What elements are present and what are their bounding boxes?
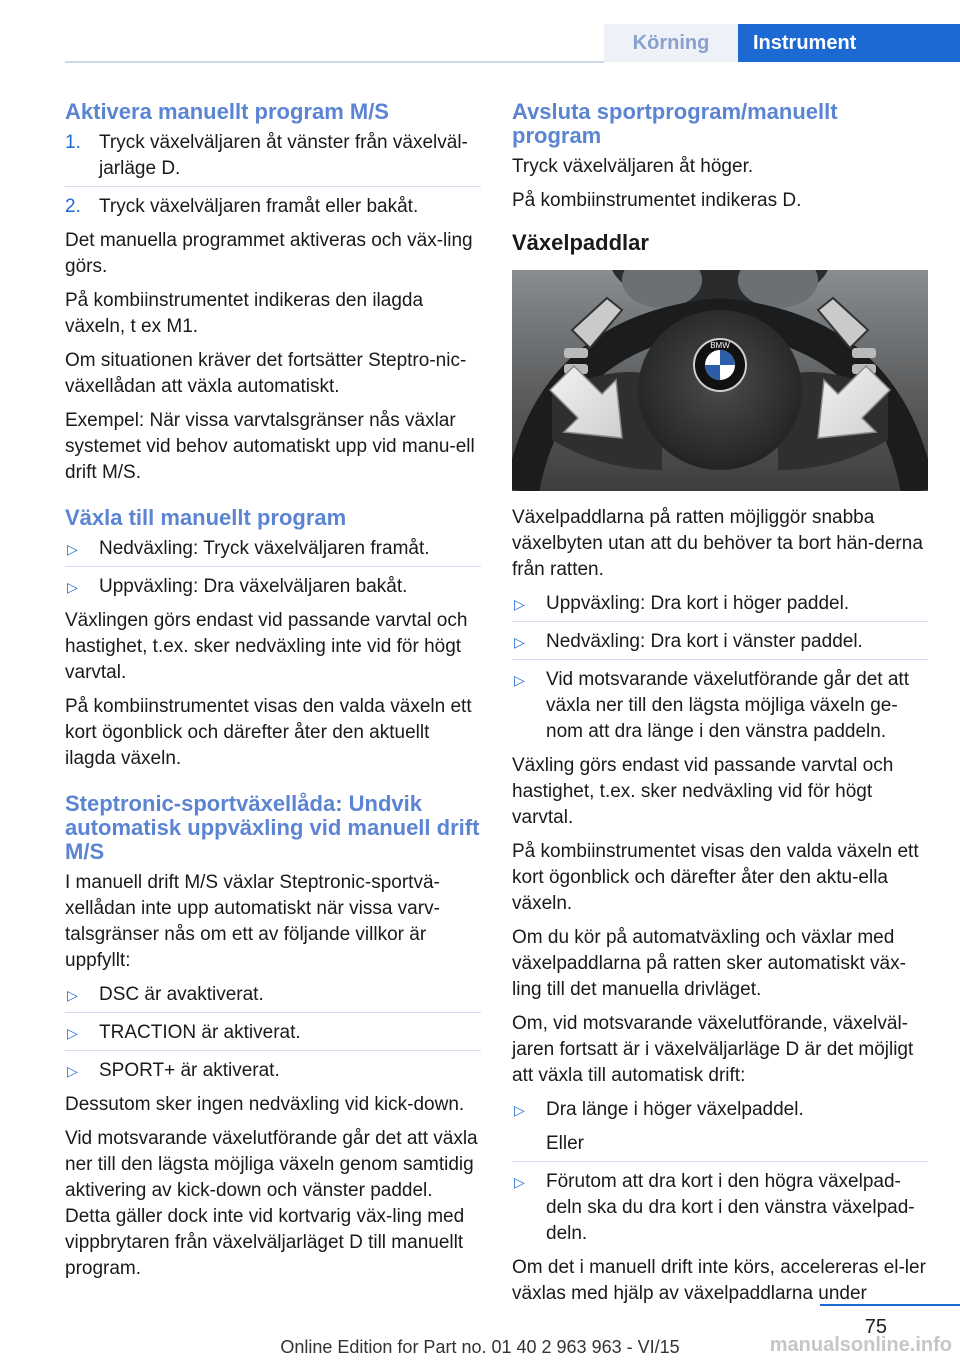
bullet-text: Nedväxling: Tryck växelväljaren framåt. bbox=[99, 538, 430, 559]
bmw-logo-icon bbox=[694, 339, 746, 391]
paragraph: Det manuella programmet aktiveras och väx-ling görs. bbox=[65, 230, 473, 277]
list-item bbox=[512, 591, 928, 617]
divider bbox=[512, 621, 928, 622]
paragraph: Om situationen kräver det fortsätter Steptro-nic-växellådan att växla automatiskt. bbox=[65, 350, 467, 397]
list-item bbox=[65, 130, 481, 182]
divider bbox=[65, 1050, 481, 1051]
step-number: 2. bbox=[65, 196, 81, 217]
eller-text: Eller bbox=[546, 1133, 585, 1154]
divider bbox=[65, 566, 481, 567]
triangle-right-icon: ▷ bbox=[514, 1174, 525, 1190]
tab-instrument[interactable]: Instrument bbox=[738, 24, 960, 62]
tab-korning[interactable]: Körning bbox=[604, 24, 738, 62]
paragraph: Om du kör på automatväxling och växlar med växelpaddlarna på ratten sker automatiskt väx-ling till det manuella drivläget. bbox=[512, 927, 906, 1000]
triangle-right-icon: ▷ bbox=[67, 579, 78, 595]
list-item bbox=[512, 629, 928, 655]
bullet-text: Vid motsvarande växelutförande går det att växla ner till den lägsta möjliga växeln ge-nom att dra länge i den vänstra paddeln. bbox=[546, 669, 909, 742]
bullet-text: Dra länge i höger växelpaddel. bbox=[546, 1099, 804, 1120]
bullet-text: Förutom att dra kort i den högra växelpad-deln ska du dra kort i den vänstra växelpad-deln. bbox=[546, 1171, 915, 1244]
list-item bbox=[65, 1058, 481, 1084]
bullet-text: SPORT+ är aktiverat. bbox=[99, 1060, 280, 1081]
heading-vaxla: Växla till manuellt program bbox=[65, 505, 347, 530]
paragraph: Om, vid motsvarande växelutförande, växelväl-jaren fortsatt är i växelväljarläge D är det möjligt att växla till automatisk drift: bbox=[512, 1013, 914, 1086]
bullet-text: Uppväxling: Dra växelväljaren bakåt. bbox=[99, 576, 408, 597]
heading-steptronic: Steptronic-sportväxellåda: Undvik automatisk uppväxling vid manuell drift M/S bbox=[65, 791, 480, 864]
header-rule bbox=[65, 61, 604, 63]
svg-text:BMW: BMW bbox=[710, 341, 730, 350]
list-item bbox=[65, 194, 481, 220]
divider bbox=[65, 1012, 481, 1013]
paragraph: På kombiinstrumentet visas den valda växeln ett kort ögonblick och därefter åter den aktu-ella växeln. bbox=[512, 841, 919, 914]
heading-aktivera: Aktivera manuellt program M/S bbox=[65, 99, 389, 124]
list-item bbox=[512, 1169, 928, 1247]
list-item bbox=[512, 667, 928, 745]
step-text: Tryck växelväljaren åt vänster från växelväl-jarläge D. bbox=[99, 132, 468, 179]
bullet-text: DSC är avaktiverat. bbox=[99, 984, 264, 1005]
footer-edition: Online Edition for Part no. 01 40 2 963 963 - VI/15 bbox=[280, 1337, 680, 1357]
list-item bbox=[65, 982, 481, 1008]
triangle-right-icon: ▷ bbox=[514, 1102, 525, 1118]
bullet-text: Uppväxling: Dra kort i höger paddel. bbox=[546, 593, 850, 614]
paragraph: På kombiinstrumentet indikeras D. bbox=[512, 190, 802, 211]
paragraph: Tryck växelväljaren åt höger. bbox=[512, 156, 754, 177]
divider bbox=[512, 1161, 928, 1162]
steering-wheel-figure bbox=[512, 270, 928, 491]
right-column bbox=[512, 100, 928, 1315]
heading-vaxelpaddlar: Växelpaddlar bbox=[512, 230, 649, 255]
footer-rule bbox=[820, 1304, 960, 1306]
paragraph: I manuell drift M/S växlar Steptronic-sportvä-xellådan inte upp automatiskt när vissa varv-talsgränser nås om ett av följande villkor är uppfyllt: bbox=[65, 872, 440, 971]
paragraph: Exempel: När vissa varvtalsgränser nås växlar systemet vid behov automatiskt upp vid manu-ell drift M/S. bbox=[65, 410, 475, 483]
triangle-right-icon: ▷ bbox=[67, 541, 78, 557]
list-item bbox=[65, 1020, 481, 1046]
paragraph: Vid motsvarande växelutförande går det att växla ner till den lägsta möjliga växeln genom samtidig aktivering av kick-down och vänster paddel. Detta gäller dock inte vid kortvarig väx-ling med vippbrytaren från växelväljarläget D till manuellt program. bbox=[65, 1128, 478, 1279]
paragraph: Dessutom sker ingen nedväxling vid kick-down. bbox=[65, 1094, 465, 1115]
paragraph: Om det i manuell drift inte körs, accelereras el-ler växlas med hjälp av växelpaddlarna under bbox=[512, 1257, 926, 1304]
divider bbox=[65, 186, 481, 187]
divider bbox=[512, 659, 928, 660]
step-number: 1. bbox=[65, 132, 81, 153]
left-column bbox=[65, 100, 481, 1290]
step-text: Tryck växelväljaren framåt eller bakåt. bbox=[99, 196, 419, 217]
bullet-text: Nedväxling: Dra kort i vänster paddel. bbox=[546, 631, 863, 652]
list-item bbox=[65, 574, 481, 600]
triangle-right-icon: ▷ bbox=[514, 672, 525, 688]
list-item bbox=[65, 536, 481, 562]
list-item bbox=[512, 1097, 928, 1123]
page-number: 75 bbox=[864, 1316, 887, 1338]
triangle-right-icon: ▷ bbox=[67, 987, 78, 1003]
paragraph: På kombiinstrumentet indikeras den ilagda växeln, t ex M1. bbox=[65, 290, 424, 337]
paragraph: På kombiinstrumentet visas den valda växeln ett kort ögonblick och därefter åter den aktuellt ilagda växeln. bbox=[65, 696, 472, 769]
triangle-right-icon: ▷ bbox=[67, 1025, 78, 1041]
paragraph: Växelpaddlarna på ratten möjliggör snabba växelbyten utan att du behöver ta bort hän-derna från ratten. bbox=[512, 507, 923, 580]
triangle-right-icon: ▷ bbox=[67, 1063, 78, 1079]
watermark: manualsonline.info bbox=[769, 1334, 952, 1356]
steering-wheel-illustration bbox=[512, 270, 928, 491]
triangle-right-icon: ▷ bbox=[514, 596, 525, 612]
paragraph: Växlingen görs endast vid passande varvtal och hastighet, t.ex. sker nedväxling inte vid för högt varvtal. bbox=[65, 610, 468, 683]
paragraph: Växling görs endast vid passande varvtal och hastighet, t.ex. sker nedväxling vid för högt varvtal. bbox=[512, 755, 894, 828]
bullet-text: TRACTION är aktiverat. bbox=[99, 1022, 301, 1043]
triangle-right-icon: ▷ bbox=[514, 634, 525, 650]
heading-avsluta: Avsluta sportprogram/manuellt program bbox=[512, 99, 838, 148]
